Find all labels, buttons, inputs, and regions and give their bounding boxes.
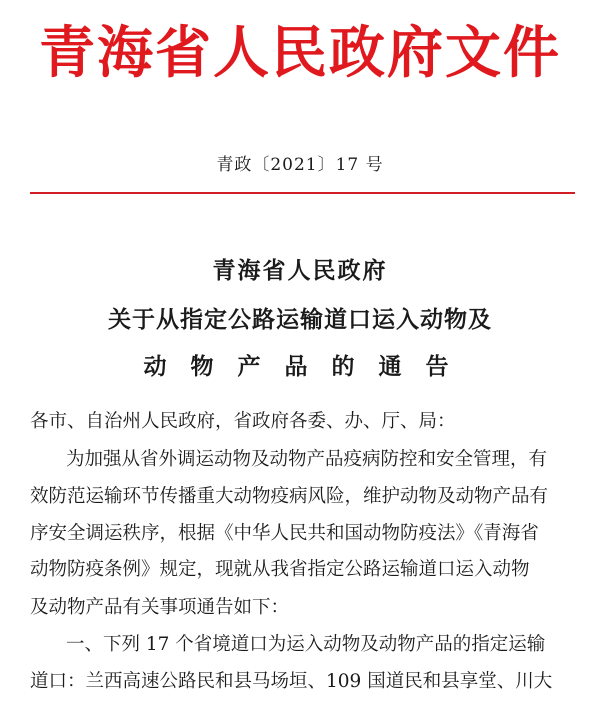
paragraph-2-line-1: 一、下列 17 个省境道口为运入动物及动物产品的指定运输 [66,634,546,655]
red-divider-rule [30,192,575,194]
document-number: 青政〔2021〕17 号 [216,155,384,175]
paragraph-1-line-1: 为加强从省外调运动物及动物产品疫病防控和安全管理，有 [66,449,548,470]
paragraph-1-line-4: 动物防疫条例》规定，现就从我省指定公路运输道口运入动物 [30,559,530,580]
title-line-3: 动 物 产 品 的 通 告 [143,354,457,380]
paragraph-1-line-5: 及动物产品有关事项通告如下： [30,597,290,618]
paragraph-1-line-2: 效防范运输环节传播重大动物疫病风险，维护动物及动物产品有 [30,486,549,507]
title-line-2: 关于从指定公路运输道口运入动物及 [108,307,492,333]
paragraph-2-line-2: 道口：兰西高速公路民和县马场垣、109 国道民和县享堂、川大 [30,671,553,692]
addressee-line: 各市、自治州人民政府，省政府各委、办、厅、局： [30,411,456,432]
title-line-1: 青海省人民政府 [212,258,388,284]
document-masthead: 青海省人民政府文件 [39,21,561,86]
paragraph-1-line-3: 序安全调运秩序，根据《中华人民共和国动物防疫法》《青海省 [30,523,539,544]
